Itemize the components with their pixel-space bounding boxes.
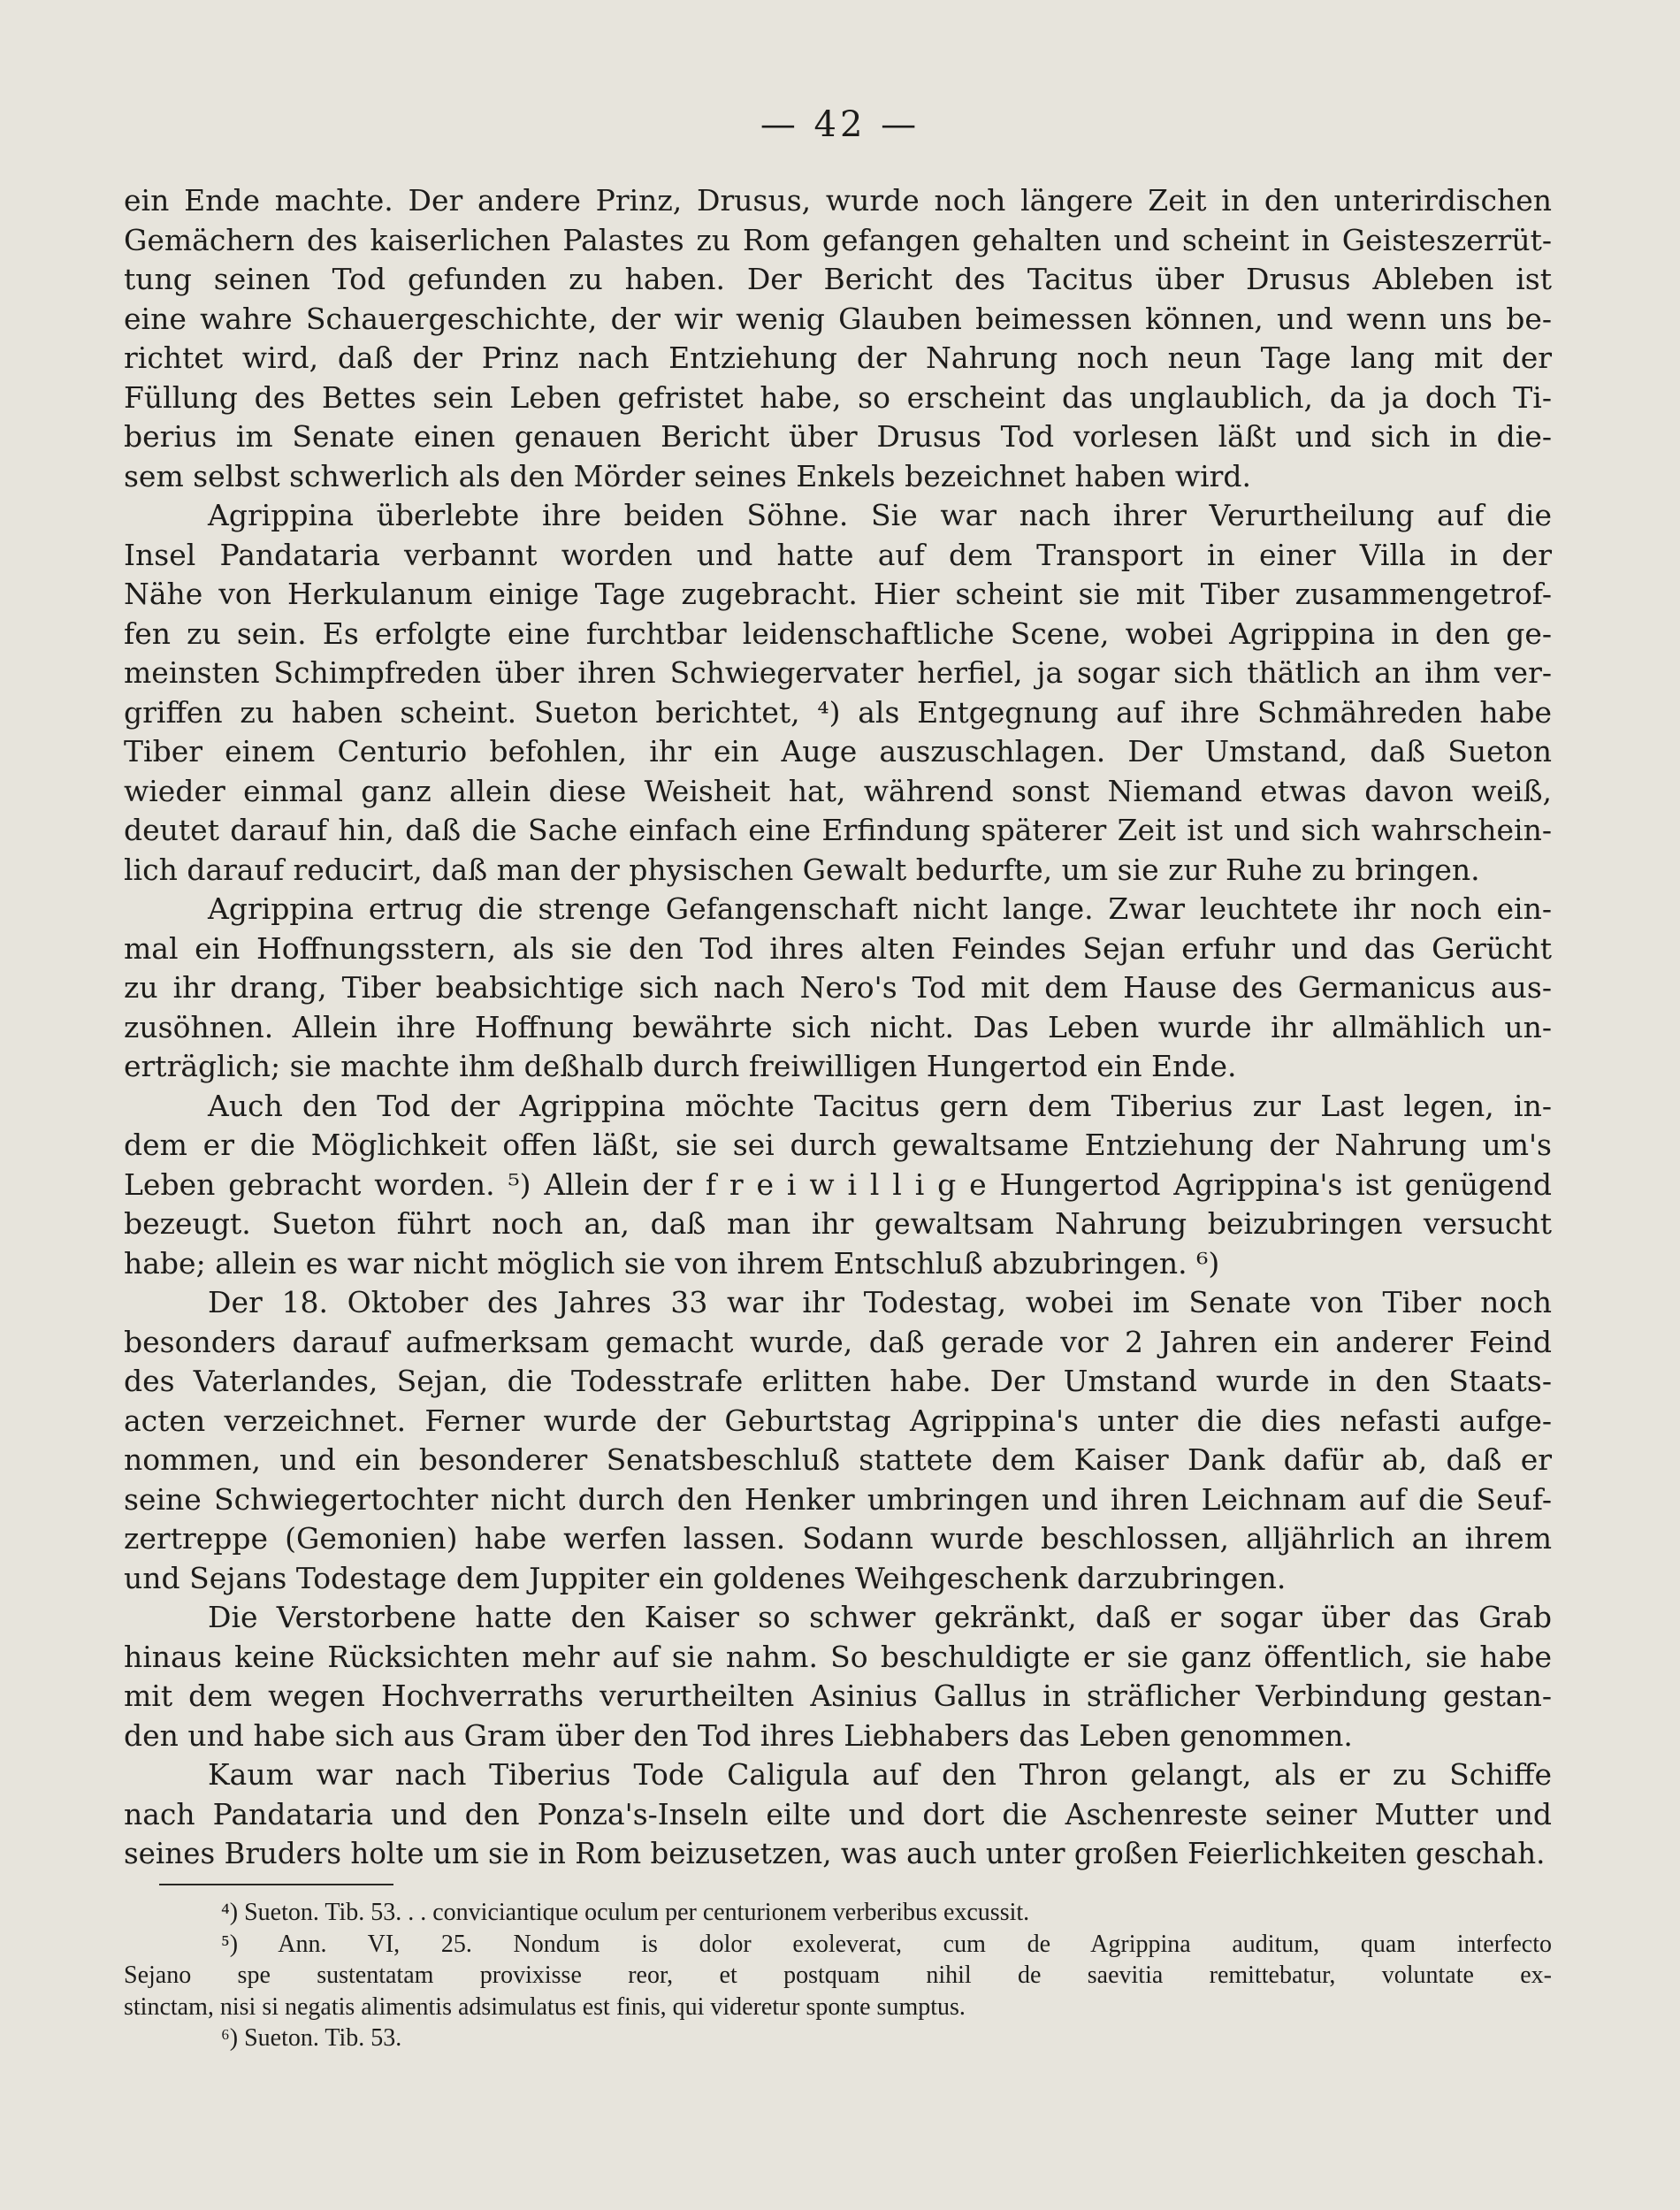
text-line: Kaum war nach Tiberius Tode Caligula auf den Thron gelangt, als er zu Schiffe bbox=[208, 1757, 1552, 1792]
text-line: den und habe sich aus Gram über den Tod ihres Liebhabers das Leben genommen. bbox=[124, 1717, 1353, 1753]
text-line: deutet darauf hin, daß die Sache einfach eine Erfindung späterer Zeit ist und sich wahrschein- bbox=[124, 813, 1552, 847]
text-line: besonders darauf aufmerksam gemacht wurde, daß gerade vor 2 Jahren ein anderer Feind bbox=[124, 1324, 1552, 1359]
text-line: acten verzeichnet. Ferner wurde der Geburtstag Agrippina's unter die dies nefasti aufge- bbox=[124, 1403, 1552, 1438]
text-line: tung seinen Tod gefunden zu haben. Der Bericht des Tacitus über Drusus Ableben ist bbox=[124, 262, 1552, 296]
text-line: Auch den Tod der Agrippina möchte Tacitus gern dem Tiberius zur Last legen, in- bbox=[208, 1088, 1552, 1123]
text-line: eine wahre Schauergeschichte, der wir wenig Glauben beimessen können, und wenn uns be- bbox=[124, 301, 1552, 336]
text-line: wieder einmal ganz allein diese Weisheit hat, während sonst Niemand etwas davon weiß, bbox=[124, 773, 1552, 808]
text-line: Gemächern des kaiserlichen Palastes zu Rom gefangen gehalten und scheint in Geisteszerrüt- bbox=[124, 222, 1552, 257]
text-line: mit dem wegen Hochverraths verurtheilten Asinius Gallus in sträflicher Verbindung gestan- bbox=[124, 1679, 1552, 1713]
footnote-line: ⁶) Sueton. Tib. 53. bbox=[221, 2024, 402, 2052]
text-line: seines Bruders holte um sie in Rom beizusetzen, was auch unter großen Feierlichkeiten geschah. bbox=[124, 1837, 1546, 1870]
text-line: hinaus keine Rücksichten mehr auf sie nahm. So beschuldigte er sie ganz öffentlich, sie habe bbox=[124, 1639, 1552, 1674]
text-line: sem selbst schwerlich als den Mörder seines Enkels bezeichnet haben wird. bbox=[124, 458, 1252, 493]
text-line: Insel Pandataria verbannt worden und hatte auf dem Transport in einer Villa in der bbox=[124, 537, 1552, 572]
text-line: zu ihr drang, Tiber beabsichtige sich nach Nero's Tod mit dem Hause des Germanicus aus- bbox=[124, 970, 1552, 1005]
text-line: Der 18. Oktober des Jahres 33 war ihr Todestag, wobei im Senate von Tiber noch bbox=[208, 1285, 1552, 1319]
footnote-line: ⁴) Sueton. Tib. 53. . . conviciantique oculum per centurionem verberibus excussit. bbox=[221, 1899, 1030, 1926]
text-line: Agrippina überlebte ihre beiden Söhne. Sie war nach ihrer Verurtheilung auf die bbox=[208, 498, 1552, 532]
text-line: des Vaterlandes, Sejan, die Todesstrafe erlitten habe. Der Umstand wurde in den Staats- bbox=[124, 1364, 1552, 1398]
footnotes bbox=[124, 1897, 1552, 2054]
footnote-line: stinctam, nisi si negatis alimentis adsimulatus est finis, qui videretur sponte sumptus. bbox=[124, 1992, 966, 2021]
text-line: Agrippina ertrug die strenge Gefangenschaft nicht lange. Zwar leuchtete ihr noch ein- bbox=[208, 891, 1552, 926]
text-line: ein Ende machte. Der andere Prinz, Drusus, wurde noch längere Zeit in den unterirdischen bbox=[124, 183, 1552, 218]
text-line: und Sejans Todestage dem Juppiter ein goldenes Weihgeschenk darzubringen. bbox=[124, 1560, 1287, 1595]
text-line: nommen, und ein besonderer Senatsbeschluß stattete dem Kaiser Dank dafür ab, daß er bbox=[124, 1442, 1552, 1477]
text-line: habe; allein es war nicht möglich sie von ihrem Entschluß abzubringen. ⁶) bbox=[124, 1245, 1220, 1281]
text-line: bezeugt. Sueton führt noch an, daß man ihr gewaltsam Nahrung beizubringen versucht bbox=[124, 1206, 1552, 1241]
text-line: mal ein Hoffnungsstern, als sie den Tod ihres alten Feindes Sejan erfuhr und das Gerücht bbox=[124, 930, 1552, 966]
text-line: richtet wird, daß der Prinz nach Entziehung der Nahrung noch neun Tage lang mit der bbox=[124, 340, 1552, 375]
text-line: zusöhnen. Allein ihre Hoffnung bewährte sich nicht. Das Leben wurde ihr allmählich un- bbox=[124, 1009, 1552, 1044]
page-number: — 42 — bbox=[760, 104, 920, 145]
text-line: fen zu sein. Es erfolgte eine furchtbar leidenschaftliche Scene, wobei Agrippina in den ge- bbox=[124, 616, 1552, 651]
text-line: Leben gebracht worden. ⁵) Allein der f r e i w i l l i g e Hungertod Agrippina's ist genügend bbox=[124, 1166, 1552, 1202]
footnote-line: ⁵) Ann. VI, 25. Nondum is dolor exoleverat, cum de Agrippina auditum, quam interfecto bbox=[221, 1930, 1552, 1958]
text-line: zertreppe (Gemonien) habe werfen lassen. Sodann wurde beschlossen, alljährlich an ihrem bbox=[124, 1521, 1552, 1556]
text-line: Füllung des Bettes sein Leben gefristet habe, so erscheint das unglaublich, da ja doch Ti- bbox=[124, 379, 1552, 415]
text-line: seine Schwiegertochter nicht durch den Henker umbringen und ihren Leichnam auf die Seuf- bbox=[124, 1481, 1552, 1517]
text-line: meinsten Schimpfreden über ihren Schwiegervater herfiel, ja sogar sich thätlich an ihm ver- bbox=[124, 655, 1552, 690]
text-line: Nähe von Herkulanum einige Tage zugebracht. Hier scheint sie mit Tiber zusammengetrof- bbox=[124, 577, 1552, 611]
text-line: erträglich; sie machte ihm deßhalb durch freiwilligen Hungertod ein Ende. bbox=[124, 1049, 1237, 1083]
footnote-line: Sejano spe sustentatam provixisse reor, et postquam nihil de saevitia remittebatur, voluntate ex- bbox=[124, 1961, 1552, 1989]
text-line: nach Pandataria und den Ponza's-Inseln eilte und dort die Aschenreste seiner Mutter und bbox=[124, 1796, 1552, 1831]
text-line: lich darauf reducirt, daß man der physischen Gewalt bedurfte, um sie zur Ruhe zu bringen. bbox=[124, 852, 1480, 887]
text-line: Tiber einem Centurio befohlen, ihr ein Auge auszuschlagen. Der Umstand, daß Sueton bbox=[124, 734, 1552, 769]
text-line: berius im Senate einen genauen Bericht über Drusus Tod vorlesen läßt und sich in die- bbox=[124, 419, 1552, 454]
footnote-separator bbox=[159, 1884, 393, 1885]
body-text bbox=[124, 181, 1552, 1874]
text-line: griffen zu haben scheint. Sueton berichtet, ⁴) als Entgegnung auf ihre Schmähreden habe bbox=[124, 694, 1552, 730]
text-line: dem er die Möglichkeit offen läßt, sie sei durch gewaltsame Entziehung der Nahrung um's bbox=[124, 1128, 1552, 1162]
text-line: Die Verstorbene hatte den Kaiser so schwer gekränkt, daß er sogar über das Grab bbox=[208, 1600, 1552, 1634]
